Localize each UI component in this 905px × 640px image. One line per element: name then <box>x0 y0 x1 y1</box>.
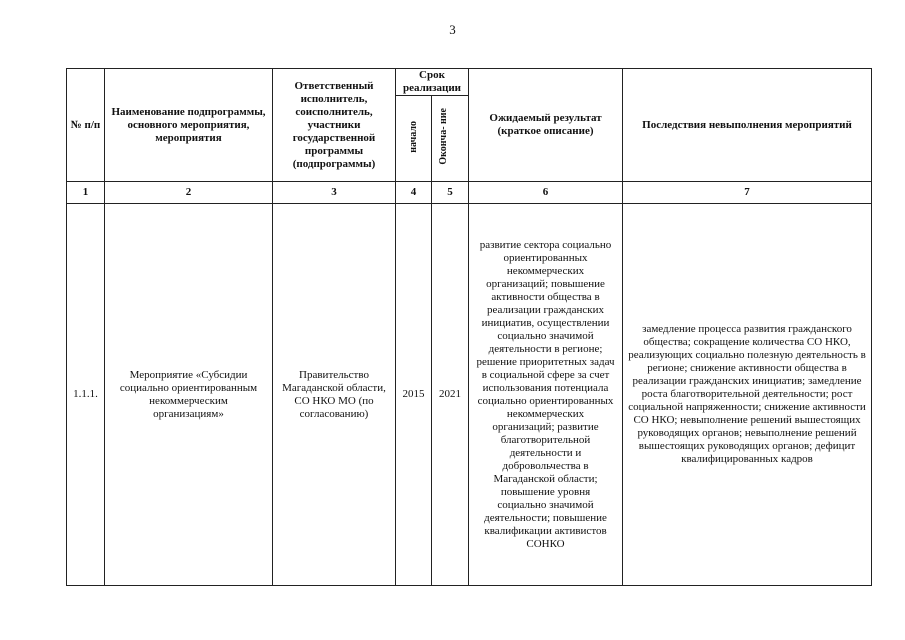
header-term: Срок реализации <box>396 69 469 96</box>
header-consequences: Последствия невыполнения мероприятий <box>623 69 872 182</box>
header-row-top <box>67 69 872 96</box>
activities-table <box>66 68 872 586</box>
row-num: 1.1.1. <box>67 204 105 586</box>
row-responsible: Правительство Магаданской области, СО НКО МО (по согласованию) <box>273 204 396 586</box>
page-number: 3 <box>449 22 456 37</box>
header-end: Оконча- ние <box>438 108 449 165</box>
header-start-cell <box>396 96 432 182</box>
column-number: 4 <box>396 182 432 204</box>
row-result: развитие сектора социально ориентированных некоммерческих организаций; повышение активности общества в реализации гражданских инициатив, осуществлении социально значимой деятельности в регионе; решение приоритетных задач в социальной сфере за счет использования потенциала социально ориентированных некоммерческих организаций; развитие благотворительной деятельности и добровольчества в Магаданской области; повышение уровня социально значимой деятельности; повышение квалификации активистов СОНКО <box>469 204 623 586</box>
header-start: начало <box>408 120 419 153</box>
column-number: 3 <box>273 182 396 204</box>
column-number: 6 <box>469 182 623 204</box>
row-name: Мероприятие «Субсидии социально ориентированным некоммерческим организациям» <box>105 204 273 586</box>
column-number: 7 <box>623 182 872 204</box>
row-start: 2015 <box>396 204 432 586</box>
table-row <box>67 204 872 586</box>
column-number: 2 <box>105 182 273 204</box>
header-name: Наименование подпрограммы, основного мероприятия, мероприятия <box>105 69 273 182</box>
header-responsible: Ответственный исполнитель, соисполнитель, участники государственной программы (подпрограммы) <box>273 69 396 182</box>
column-number-row <box>67 182 872 204</box>
column-number: 5 <box>432 182 469 204</box>
header-end-cell <box>432 96 469 182</box>
header-result: Ожидаемый результат (краткое описание) <box>469 69 623 182</box>
column-number: 1 <box>67 182 105 204</box>
row-end: 2021 <box>432 204 469 586</box>
header-num: № п/п <box>67 69 105 182</box>
row-consequences: замедление процесса развития гражданского общества; сокращение количества СО НКО, реализующих социально полезную деятельность в регионе; снижение активности общества в реализации гражданских инициатив; замедление роста благотворительной деятельности; рост социальной напряженности; снижение активности СО НКО; невыполнение решений вышестоящих руководящих органов; невыполнение решений вышестоящих руководящих органов; дефицит квалифицированных кадров <box>623 204 872 586</box>
